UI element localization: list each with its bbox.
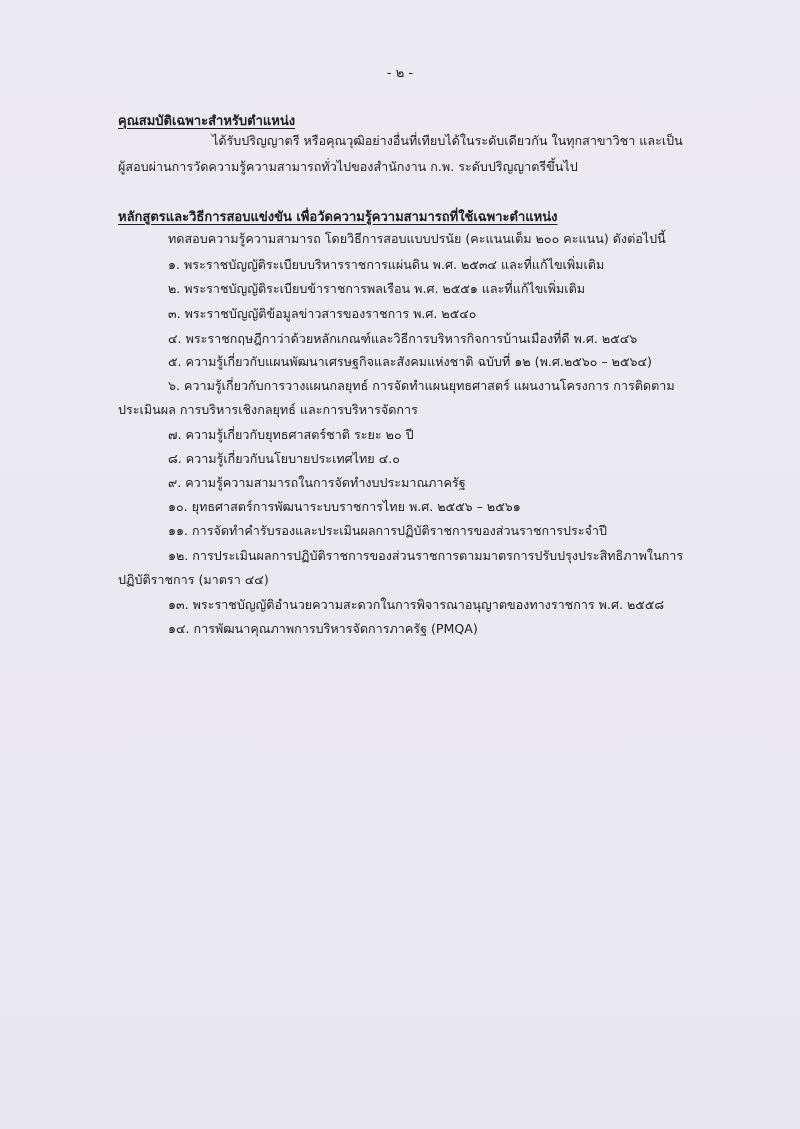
exam-intro: ทดสอบความรู้ความสามารถ โดยวิธีการสอบแบบปรนัย (คะแนนเต็ม ๒๐๐ คะแนน) ดังต่อไปนี้ bbox=[168, 231, 666, 246]
exam-item-continuation: ปฏิบัติราชการ (มาตรา ๔๔) bbox=[118, 572, 269, 587]
exam-item: ๑๒. การประเมินผลการปฏิบัติราชการของส่วนราชการตามมาตรการปรับปรุงประสิทธิภาพในการ bbox=[168, 548, 684, 563]
exam-item-continuation: ประเมินผล การบริหารเชิงกลยุทธ์ และการบริหารจัดการ bbox=[118, 402, 418, 417]
qualifications-line: ผู้สอบผ่านการวัดความรู้ความสามารถทั่วไปของสำนักงาน ก.พ. ระดับปริญญาตรีขึ้นไป bbox=[118, 159, 578, 174]
exam-item: ๘. ความรู้เกี่ยวกับนโยบายประเทศไทย ๔.๐ bbox=[168, 451, 400, 466]
exam-item: ๙. ความรู้ความสามารถในการจัดทำงบประมาณภาครัฐ bbox=[168, 475, 466, 490]
exam-item: ๑๑. การจัดทำคำรับรองและประเมินผลการปฏิบัติราชการของส่วนราชการประจำปี bbox=[168, 523, 607, 538]
exam-item: ๒. พระราชบัญญัติระเบียบข้าราชการพลเรือน พ.ศ. ๒๕๕๑ และที่แก้ไขเพิ่มเติม bbox=[168, 281, 586, 296]
exam-item: ๑๓. พระราชบัญญัติอำนวยความสะดวกในการพิจารณาอนุญาตของทางราชการ พ.ศ. ๒๕๕๘ bbox=[168, 597, 665, 612]
exam-item: ๔. พระราชกฤษฎีกาว่าด้วยหลักเกณฑ์และวิธีการบริหารกิจการบ้านเมืองที่ดี พ.ศ. ๒๕๔๖ bbox=[168, 331, 638, 346]
exam-item: ๕. ความรู้เกี่ยวกับแผนพัฒนาเศรษฐกิจและสังคมแห่งชาติ ฉบับที่ ๑๒ (พ.ศ.๒๕๖๐ – ๒๕๖๔) bbox=[168, 354, 652, 369]
exam-curriculum-heading: หลักสูตรและวิธีการสอบแข่งขัน เพื่อวัดความรู้ความสามารถที่ใช้เฉพาะตำแหน่ง bbox=[118, 210, 558, 225]
exam-item: ๑๐. ยุทธศาสตร์การพัฒนาระบบราชการไทย พ.ศ. ๒๕๕๖ – ๒๕๖๑ bbox=[168, 499, 521, 514]
qualifications-heading: คุณสมบัติเฉพาะสำหรับตำแหน่ง bbox=[118, 114, 296, 129]
exam-item: ๑. พระราชบัญญัติระเบียบบริหารราชการแผ่นดิน พ.ศ. ๒๕๓๔ และที่แก้ไขเพิ่มเติม bbox=[168, 257, 605, 272]
qualifications-line: ได้รับปริญญาตรี หรือคุณวุฒิอย่างอื่นที่เทียบได้ในระดับเดียวกัน ในทุกสาขาวิชา และเป็น bbox=[212, 133, 683, 148]
exam-item: ๖. ความรู้เกี่ยวกับการวางแผนกลยุทธ์ การจัดทำแผนยุทธศาสตร์ แผนงานโครงการ การติดตาม bbox=[168, 378, 675, 393]
exam-item: ๗. ความรู้เกี่ยวกับยุทธศาสตร์ชาติ ระยะ ๒๐ ปี bbox=[168, 427, 414, 442]
exam-item: ๑๔. การพัฒนาคุณภาพการบริหารจัดการภาครัฐ (PMQA) bbox=[168, 621, 478, 636]
exam-item: ๓. พระราชบัญญัติข้อมูลข่าวสารของราชการ พ.ศ. ๒๕๔๐ bbox=[168, 306, 477, 321]
page-number: - ๒ - bbox=[386, 66, 414, 81]
